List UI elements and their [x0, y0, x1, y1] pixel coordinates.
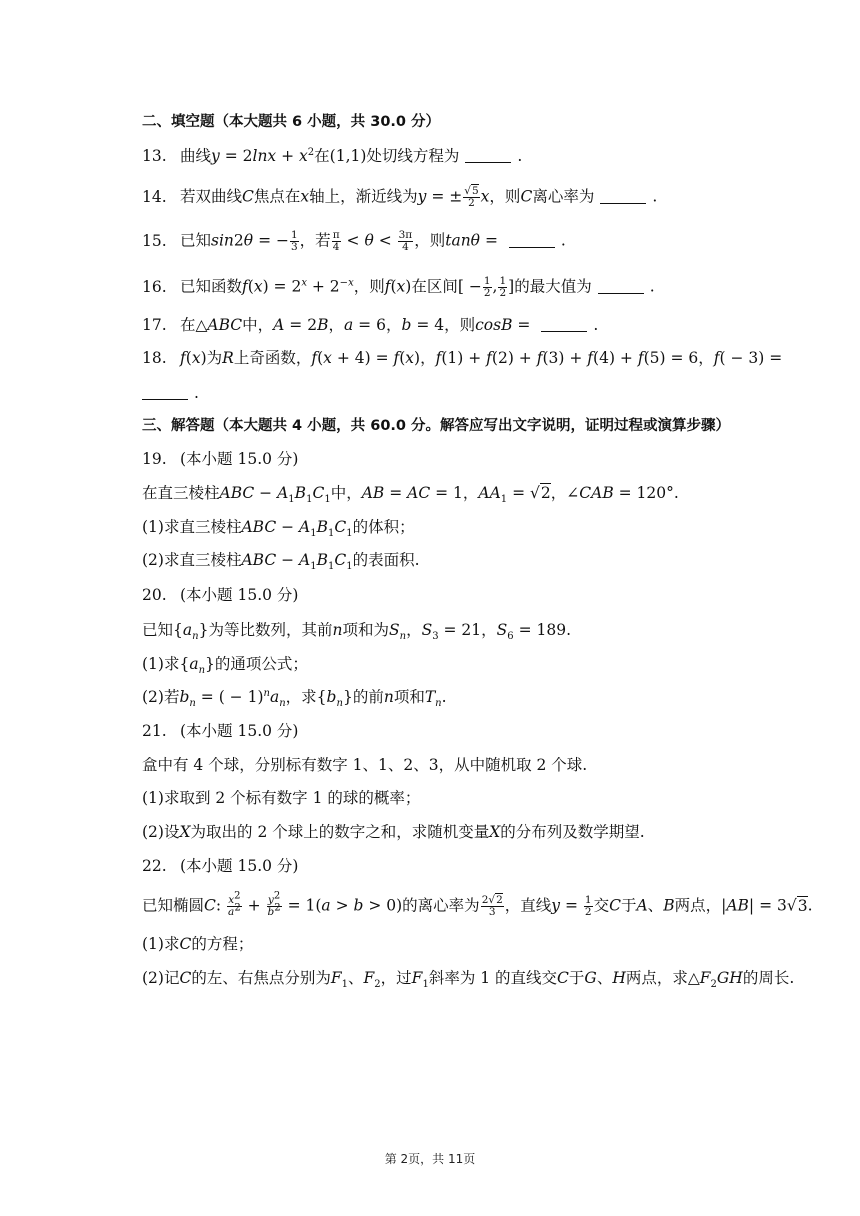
- question-16: 16. 已知函数$f(x) = 2^x + 2^{-x}$，则f(x)在区间[ − $\frac{1}{2}$ , $\frac{1}{2}$ ]的最大值为 .: [142, 275, 655, 299]
- question-number: 14.: [142, 187, 167, 206]
- question-number: 16.: [142, 277, 167, 296]
- answer-blank[interactable]: [541, 317, 587, 332]
- question-18-blank-line: .: [142, 383, 199, 403]
- section-3-heading: 三、解答题（本大题共 4 小题，共 60.0 分。解答应写出文字说明，证明过程或演算步骤）: [142, 418, 731, 434]
- question-21-header: [142, 721, 298, 741]
- question-19-part-2: (2)求直三棱柱ABC − $A_1B_1C_1$的表面积.: [142, 551, 420, 573]
- question-22-header: [142, 856, 298, 876]
- question-score: (本小题 15.0 分): [180, 722, 299, 740]
- question-17: 17. 在△ABC中，A = 2B，a = 6，b = 4，则cosB = .: [142, 316, 599, 334]
- question-21-part-1: (1)求取到 2 个标有数字 1 的球的概率；: [142, 789, 421, 807]
- question-number: 17.: [142, 316, 167, 334]
- question-20-part-1: (1)求$\{a_n\}$的通项公式；: [142, 655, 308, 677]
- question-score: (本小题 15.0 分): [180, 857, 299, 875]
- question-number: 19.: [142, 450, 167, 468]
- question-22-stem: 已知椭圆C: $\frac{x^2}{a^2}$ + $\frac{y^2}{b^2}$ = 1(a > b > 0)的离心率为 $\frac{2√2}{3}$ ，直线y = $\frac{1}{2}$ 交C于A、B两点，|AB| = 3√3.: [142, 890, 813, 918]
- question-21-stem: 盒中有 4 个球，分别标有数字 1、1、2、3，从中随机取 2 个球.: [142, 756, 588, 774]
- answer-blank[interactable]: [142, 385, 188, 400]
- question-20-header: [142, 585, 298, 605]
- question-20-part-2: (2)若$b_n$ = ( − $1)^na_n$，求$\{b_n\}$的前n项和$T_n$.: [142, 687, 447, 710]
- question-19-part-1: (1)求直三棱柱ABC − $A_1B_1C_1$的体积；: [142, 518, 415, 540]
- question-15: 15. 已知sin2θ = − $\frac{1}{3}$ ，若 $\frac{\pi}{4}$ < θ < $\frac{3\pi}{4}$ ，则tanθ = .: [142, 229, 566, 253]
- answer-blank[interactable]: [465, 148, 511, 163]
- answer-blank[interactable]: [600, 189, 646, 204]
- question-number: 20.: [142, 586, 167, 604]
- question-18: 18. f(x)为R上奇函数，f(x + 4) = f(x)，f(1) + f(2) + f(3) + f(4) + f(5) = 6，f( − 3) =: [142, 349, 783, 367]
- question-19-stem: 在直三棱柱ABC − $A_1B_1C_1$中，AB = AC = 1，$AA_1 = √2$，∠CAB = 120°.: [142, 484, 679, 506]
- question-20-stem: 已知$\{a_n\}$为等比数列，其前n项和为$S_n$，$S_3 = 21$，$S_6 = 189$.: [142, 621, 572, 643]
- question-13: 13. 曲线$y = 2\ln x + x^2$在(1,1)处切线方程为 .: [142, 146, 523, 165]
- question-number: 21.: [142, 722, 167, 740]
- question-number: 13.: [142, 147, 167, 165]
- section-2-heading: 二、填空题（本大题共 6 小题，共 30.0 分）: [142, 114, 441, 130]
- question-number: 22.: [142, 857, 167, 875]
- question-22-part-2: (2)记C的左、右焦点分别为$F_1$、$F_2$，过$F_1$斜率为 1 的直线交C于G、H两点，求$\triangle F_2GH$的周长.: [142, 969, 795, 991]
- question-22-part-1: (1)求C的方程；: [142, 935, 254, 953]
- question-21-part-2: (2)设X为取出的 2 个球上的数字之和，求随机变量X的分布列及数学期望.: [142, 823, 645, 841]
- answer-blank[interactable]: [509, 233, 555, 248]
- question-score: (本小题 15.0 分): [180, 450, 299, 468]
- question-score: (本小题 15.0 分): [180, 586, 299, 604]
- question-number: 15.: [142, 231, 167, 250]
- question-19-header: [142, 449, 298, 469]
- answer-blank[interactable]: [598, 279, 644, 294]
- question-14: 14. 若双曲线C焦点在x轴上，渐近线为y = ± $\frac{√5}{2}$ x，则C离心率为 .: [142, 185, 658, 209]
- question-number: 18.: [142, 349, 167, 367]
- page-footer: 第 2页，共 11页: [384, 1152, 476, 1166]
